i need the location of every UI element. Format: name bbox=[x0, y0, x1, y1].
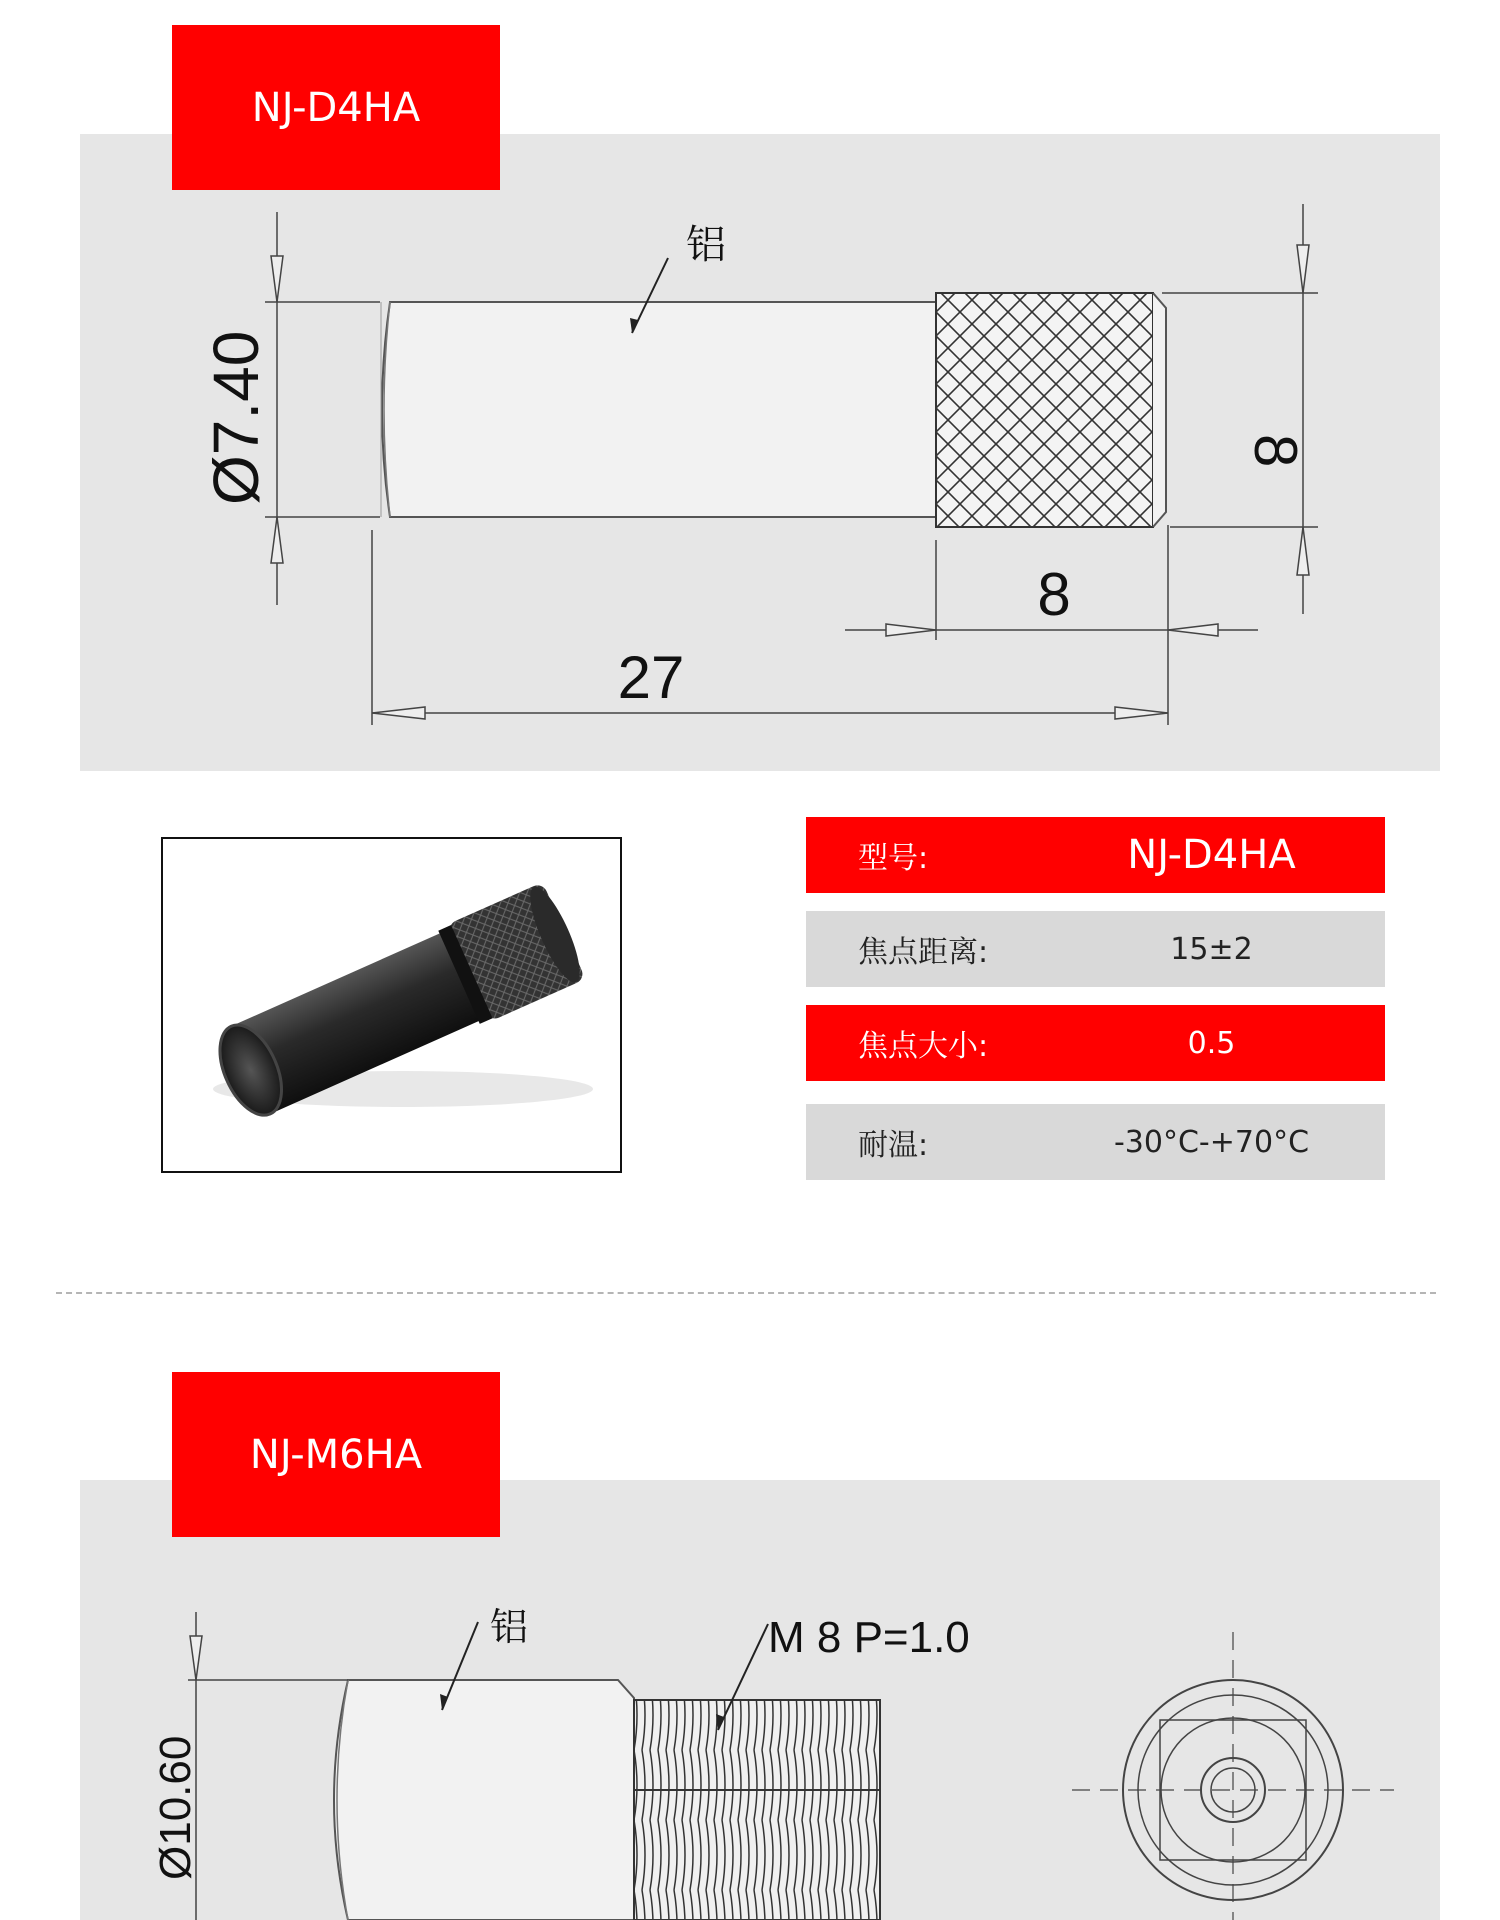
knurl-height-label: 8 bbox=[1242, 434, 1309, 468]
spec-value: 0.5 bbox=[1187, 1025, 1236, 1061]
material-label-2: 铝 bbox=[490, 1607, 529, 1649]
model-tag-1: NJ-D4HA bbox=[172, 25, 500, 190]
material-label: 铝 bbox=[686, 223, 726, 267]
thread-label: M 8 P=1.0 bbox=[768, 1613, 970, 1662]
spec-label: 耐温: bbox=[858, 1128, 929, 1163]
spec-value: 15±2 bbox=[1170, 931, 1253, 967]
spec-value: NJ-D4HA bbox=[1127, 832, 1296, 878]
thread-section bbox=[634, 1700, 880, 1920]
body-cylinder-2 bbox=[334, 1680, 634, 1920]
diameter-label: Ø7.40 bbox=[200, 330, 272, 505]
spec-label: 型号: bbox=[858, 841, 929, 876]
diameter-dimension-2 bbox=[188, 1612, 348, 1920]
spec-label: 焦点距离: bbox=[858, 935, 989, 970]
spec-value: -30°C-+70°C bbox=[1113, 1124, 1310, 1160]
knurl-length-label: 8 bbox=[1037, 561, 1071, 628]
diameter-label-2: Ø10.60 bbox=[151, 1735, 200, 1880]
end-view bbox=[1072, 1632, 1394, 1920]
spec-label: 焦点大小: bbox=[858, 1029, 989, 1064]
total-length-label: 27 bbox=[617, 644, 685, 711]
model-tag-2: NJ-M6HA bbox=[172, 1372, 500, 1537]
